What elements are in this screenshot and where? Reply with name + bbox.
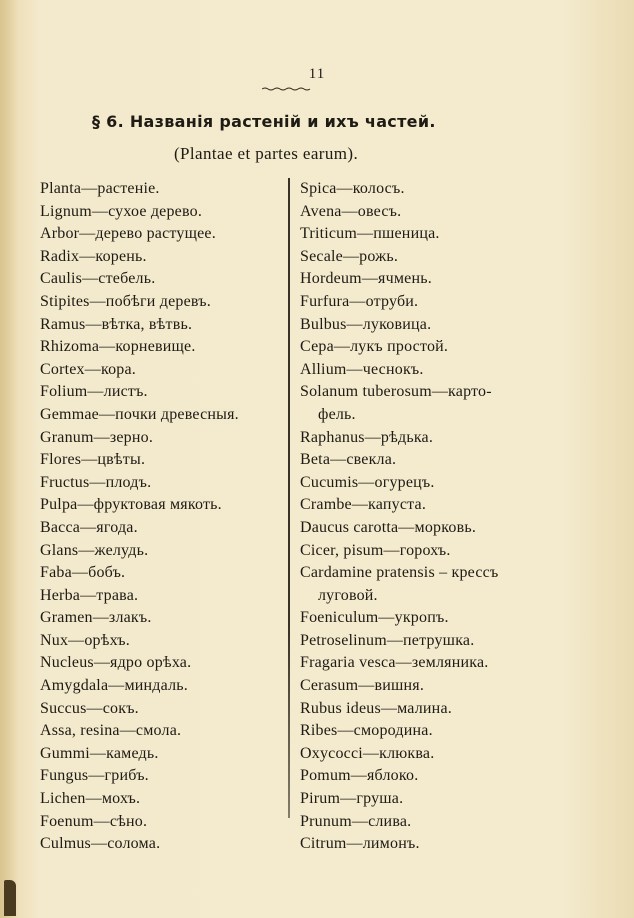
vocabulary-entry: Rhizoma—корневище.: [40, 338, 196, 356]
vocabulary-entry: Bacca—ягода.: [40, 518, 138, 536]
vocabulary-entry: Lichen—мохъ.: [40, 790, 141, 808]
vocabulary-entry: Daucus carotta—морковь.: [300, 518, 477, 536]
vocabulary-entry: Oxycocci—клюква.: [300, 744, 435, 762]
vocabulary-entry: Pulpa—фруктовая мякоть.: [40, 496, 222, 514]
vocabulary-entry: Gummi—камедь.: [40, 744, 159, 762]
vocabulary-entry: Lignum—сухое дерево.: [40, 202, 203, 220]
vocabulary-entry: Fungus—грибъ.: [40, 767, 149, 785]
section-title: § 6. Названія растеній и ихъ частей.: [92, 112, 436, 131]
vocabulary-entry: Beta—свекла.: [300, 451, 397, 469]
vocabulary-entry: Assa, resina—смола.: [40, 722, 182, 740]
vocabulary-entry: Spica—колосъ.: [300, 180, 405, 197]
column-divider: [288, 178, 290, 818]
vocabulary-entry: Crambe—капуста.: [300, 496, 427, 514]
page-number: 11: [308, 66, 326, 82]
vocabulary-entry: Arbor—дерево растущее.: [40, 225, 216, 243]
vocabulary-entry: Pomum—яблоко.: [300, 767, 419, 785]
vocabulary-entry: Triticum—пшеница.: [300, 225, 440, 243]
vocabulary-entry: Cucumis—огурецъ.: [300, 473, 435, 491]
vocabulary-entry: Furfura—отруби.: [300, 292, 419, 310]
vocabulary-entry: Amygdala—миндаль.: [40, 677, 188, 695]
vocabulary-entry: Cerasum—вишня.: [300, 677, 425, 695]
vocabulary-entry: Bulbus—луковица.: [300, 315, 432, 333]
vocabulary-entry: Folium—листъ.: [40, 383, 148, 401]
vocabulary-entry: Granum—зерно.: [40, 428, 154, 446]
page-number-ornament: [262, 87, 312, 91]
vocabulary-entry: Gemmae—почки древесныя.: [40, 405, 239, 423]
vocabulary-entry: Solanum tuberosum—карто-: [300, 383, 492, 401]
vocabulary-entry-continuation: луговой.: [318, 586, 378, 604]
vocabulary-entry: Petroselinum—петрушка.: [300, 631, 475, 649]
vocabulary-entry: Nux—орѣхъ.: [40, 631, 130, 649]
vocabulary-entry: Nucleus—ядро орѣха.: [40, 654, 192, 672]
vocabulary-entry: Cardamine pratensis – крессъ: [300, 564, 499, 582]
vocabulary-entry: Caulis—стебель.: [40, 270, 156, 288]
vocabulary-entry: Ribes—смородина.: [300, 722, 433, 740]
vocabulary-entry: Avena—овесъ.: [300, 202, 402, 220]
vocabulary-entry: Gramen—злакъ.: [40, 609, 152, 627]
vocabulary-entry: Herba—трава.: [40, 586, 139, 604]
vocabulary-entry: Foeniculum—укропъ.: [300, 609, 449, 627]
vocabulary-entry: Prunum—слива.: [300, 812, 412, 830]
vocabulary-entry: Planta—растеніе.: [40, 180, 160, 197]
vocabulary-entry: Succus—сокъ.: [40, 699, 139, 717]
vocabulary-entry: Culmus—солома.: [40, 835, 161, 853]
vocabulary-entry: Flores—цвѣты.: [40, 451, 146, 469]
vocabulary-entry: Cortex—кора.: [40, 360, 137, 378]
vocabulary-entry: Glans—желудь.: [40, 541, 149, 559]
gutter-shadow: [0, 0, 18, 918]
vocabulary-entry: Stipites—побѣги деревъ.: [40, 292, 211, 310]
vocabulary-entry-continuation: фель.: [318, 405, 356, 423]
vocabulary-entry: Pirum—груша.: [300, 790, 404, 808]
vocabulary-entry: Сера—лукъ простой.: [300, 338, 449, 356]
right-vocabulary-column: [300, 178, 530, 856]
vocabulary-entry: Cicer, pisum—горохъ.: [300, 541, 451, 559]
vocabulary-entry: Radix—корень.: [40, 247, 147, 265]
vocabulary-entry: Raphanus—рѣдька.: [300, 428, 434, 446]
vocabulary-entry: Foenum—сѣно.: [40, 812, 148, 830]
vocabulary-entry: Allium—чеснокъ.: [300, 360, 424, 378]
vocabulary-entry: Fructus—плодъ.: [40, 473, 152, 491]
vocabulary-entry: Fragaria vesca—земляника.: [300, 654, 489, 672]
vocabulary-entry: Ramus—вѣтка, вѣтвь.: [40, 315, 193, 333]
section-subtitle: (Plantae et partes earum).: [174, 144, 359, 163]
vocabulary-entry: Hordeum—ячмень.: [300, 270, 432, 288]
vocabulary-entry: Rubus ideus—малина.: [300, 699, 452, 717]
left-vocabulary-column: [40, 178, 280, 856]
vocabulary-entry: Secale—рожь.: [300, 247, 399, 265]
binding-edge-mark: [4, 880, 16, 916]
vocabulary-entry: Citrum—лимонъ.: [300, 835, 420, 853]
vocabulary-entry: Faba—бобъ.: [40, 564, 126, 582]
